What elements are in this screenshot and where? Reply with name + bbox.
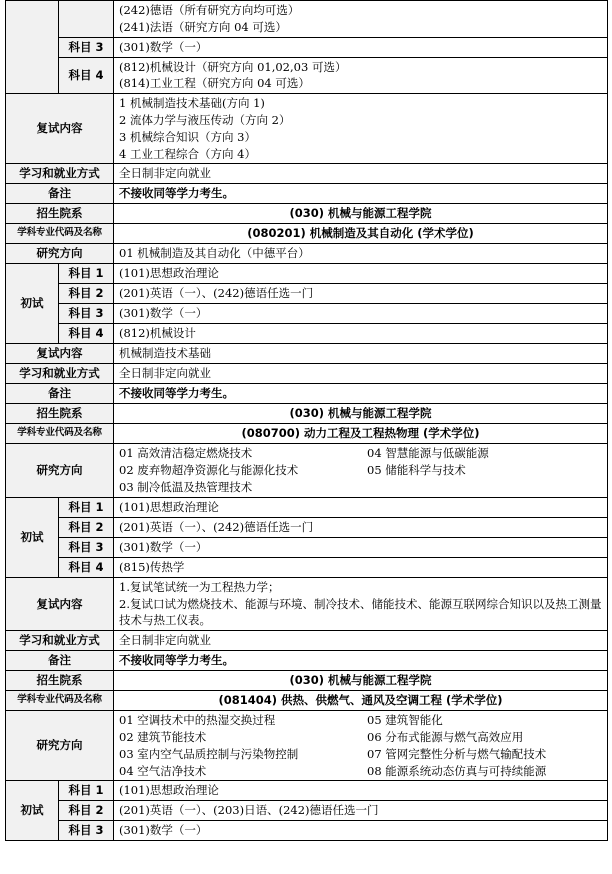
prev-note-value: 不接收同等学力考生。: [114, 184, 608, 204]
p1-direction-label: 研究方向: [6, 244, 114, 264]
p2-subject2-row: [6, 517, 608, 537]
p3-direction-item: 06 分布式能源与燃气高效应用: [367, 729, 524, 744]
prev-subject4-line: (812)机械设计（研究方向 01,02,03 可选）: [119, 59, 347, 74]
p2-subject3-row: [6, 537, 608, 557]
p3-direction-col-left: [119, 712, 367, 779]
p2-exam-label: 初试: [6, 497, 59, 577]
p3-direction-item: 01 空调技术中的热湿交换过程: [119, 713, 276, 728]
p2-direction-value: [114, 444, 608, 497]
prev-retest-label: 复试内容: [6, 94, 114, 164]
p2-school-value: (030) 机械与能源工程学院: [114, 404, 608, 424]
p3-school-label: 招生院系: [6, 671, 114, 691]
p3-subject-label: 科目 3: [59, 821, 114, 841]
p2-study-label: 学习和就业方式: [6, 631, 114, 651]
prev-subject2-value: [114, 1, 608, 38]
p3-exam-label: 初试: [6, 781, 59, 841]
p3-direction-label: 研究方向: [6, 711, 114, 781]
prev-retest-value: [114, 94, 608, 164]
prev-subject4-line: (814)工业工程（研究方向 04 可选）: [119, 76, 310, 91]
p1-subject-label: 科目 1: [59, 264, 114, 284]
p3-subject-label: 科目 2: [59, 801, 114, 821]
p1-note-label: 备注: [6, 384, 114, 404]
p2-subject-value: (101)思想政治理论: [114, 497, 608, 517]
p1-subject-label: 科目 4: [59, 324, 114, 344]
p3-major-label: 学科专业代码及名称: [6, 691, 114, 711]
p1-note-value: 不接收同等学力考生。: [114, 384, 608, 404]
p1-subject2-row: [6, 284, 608, 304]
p2-subject-value: (301)数学（一）: [114, 537, 608, 557]
p3-direction-item: 04 空气洁净技术: [119, 763, 207, 778]
p1-subject4-row: [6, 324, 608, 344]
p2-subject1-row: [6, 497, 608, 517]
p2-direction-col-left: [119, 445, 367, 495]
p2-major-value: (080700) 动力工程及工程热物理 (学术学位): [114, 424, 608, 444]
p1-retest-value: 机械制造技术基础: [114, 344, 608, 364]
p1-school-row: [6, 204, 608, 224]
p2-direction-label: 研究方向: [6, 444, 114, 497]
p2-note-row: [6, 651, 608, 671]
prev-note-label: 备注: [6, 184, 114, 204]
p2-major-label: 学科专业代码及名称: [6, 424, 114, 444]
p1-exam-label: 初试: [6, 264, 59, 344]
p3-subject1-row: [6, 781, 608, 801]
prev-subject3-label: 科目 3: [59, 37, 114, 57]
prev-retest-line: 3 机械综合知识（方向 3）: [119, 129, 256, 144]
prev-exam-label-cell: [6, 1, 59, 94]
p2-subject4-row: [6, 557, 608, 577]
p2-subject-value: (201)英语（一）、(242)德语任选一门: [114, 517, 608, 537]
p3-subject-label: 科目 1: [59, 781, 114, 801]
p3-subject2-row: [6, 801, 608, 821]
p2-direction-columns: [119, 445, 602, 495]
p1-major-value: (080201) 机械制造及其自动化 (学术学位): [114, 224, 608, 244]
p2-major-row: [6, 424, 608, 444]
p3-direction-item: 03 室内空气品质控制与污染物控制: [119, 746, 299, 761]
p2-subject-label: 科目 2: [59, 517, 114, 537]
p2-note-value: 不接收同等学力考生。: [114, 651, 608, 671]
prev-subject3-value: (301)数学（一）: [114, 37, 608, 57]
p2-direction-item: 03 制冷低温及热管理技术: [119, 479, 253, 494]
prev-study-value: 全日制非定向就业: [114, 164, 608, 184]
p3-direction-row: [6, 711, 608, 781]
p3-major-value: (081404) 供热、供燃气、通风及空调工程 (学术学位): [114, 691, 608, 711]
p2-direction-row: [6, 444, 608, 497]
p1-note-row: [6, 384, 608, 404]
p1-subject-label: 科目 2: [59, 284, 114, 304]
p1-retest-label: 复试内容: [6, 344, 114, 364]
p2-subject-label: 科目 3: [59, 537, 114, 557]
p2-study-row: [6, 631, 608, 651]
prev-study-row: [6, 164, 608, 184]
p3-subject3-row: [6, 821, 608, 841]
p1-subject-value: (301)数学（一）: [114, 304, 608, 324]
p2-direction-item: 04 智慧能源与低碳能源: [367, 446, 489, 461]
p3-direction-item: 02 建筑节能技术: [119, 729, 207, 744]
p3-subject-value: (101)思想政治理论: [114, 781, 608, 801]
p1-study-row: [6, 364, 608, 384]
p2-school-label: 招生院系: [6, 404, 114, 424]
admission-catalog-page: [5, 0, 607, 841]
p2-direction-item: 02 废弃物超净资源化与能源化技术: [119, 463, 299, 478]
p3-direction-item: 08 能源系统动态仿真与可持续能源: [367, 763, 547, 778]
admission-catalog-table: [5, 0, 608, 841]
p1-direction-row: [6, 244, 608, 264]
p3-subject-value: (201)英语（一）、(203)日语、(242)德语任选一门: [114, 801, 608, 821]
prev-retest-row: [6, 94, 608, 164]
p1-subject-label: 科目 3: [59, 304, 114, 324]
p2-subject-value: (815)传热学: [114, 557, 608, 577]
prev-subject2-row: [6, 1, 608, 38]
p2-note-label: 备注: [6, 651, 114, 671]
p1-study-value: 全日制非定向就业: [114, 364, 608, 384]
p2-retest-label: 复试内容: [6, 577, 114, 630]
p3-direction-columns: [119, 712, 602, 779]
prev-subject3-row: [6, 37, 608, 57]
p1-subject3-row: [6, 304, 608, 324]
p2-retest-row: [6, 577, 608, 630]
p1-study-label: 学习和就业方式: [6, 364, 114, 384]
p2-retest-line: 2.复试口试为燃烧技术、能源与环境、制冷技术、储能技术、能源互联网综合知识以及热工测量技术与热工仪表。: [119, 596, 602, 628]
p2-direction-col-right: [367, 445, 602, 495]
p2-direction-item: 05 储能科学与技术: [367, 463, 466, 478]
p3-direction-item: 05 建筑智能化: [367, 713, 443, 728]
prev-study-label: 学习和就业方式: [6, 164, 114, 184]
prev-retest-line: 4 工业工程综合（方向 4）: [119, 146, 256, 161]
p1-major-label: 学科专业代码及名称: [6, 224, 114, 244]
p1-retest-row: [6, 344, 608, 364]
prev-subject4-label: 科目 4: [59, 57, 114, 94]
prev-retest-line: 1 机械制造技术基础(方向 1): [119, 96, 265, 111]
prev-note-row: [6, 184, 608, 204]
p3-direction-item: 07 管网完整性分析与燃气输配技术: [367, 746, 547, 761]
prev-retest-line: 2 流体力学与液压传动（方向 2）: [119, 112, 291, 127]
p2-retest-value: [114, 577, 608, 630]
p2-school-row: [6, 404, 608, 424]
p3-subject-value: (301)数学（一）: [114, 821, 608, 841]
p2-subject-label: 科目 1: [59, 497, 114, 517]
p2-direction-item: 01 高效清洁稳定燃烧技术: [119, 446, 253, 461]
prev-subject2-line: (241)法语（研究方向 04 可选）: [119, 19, 287, 34]
p1-subject1-row: [6, 264, 608, 284]
p1-subject-value: (812)机械设计: [114, 324, 608, 344]
p1-direction-value: 01 机械制造及其自动化（中德平台）: [114, 244, 608, 264]
prev-subject4-value: [114, 57, 608, 94]
p1-school-value: (030) 机械与能源工程学院: [114, 204, 608, 224]
p1-major-row: [6, 224, 608, 244]
p2-subject-label: 科目 4: [59, 557, 114, 577]
prev-subject4-row: [6, 57, 608, 94]
p3-major-row: [6, 691, 608, 711]
prev-subject2-line: (242)德语（所有研究方向均可选）: [119, 3, 300, 17]
p1-subject-value: (201)英语（一）、(242)德语任选一门: [114, 284, 608, 304]
p3-direction-col-right: [367, 712, 602, 779]
p3-school-row: [6, 671, 608, 691]
p1-school-label: 招生院系: [6, 204, 114, 224]
prev-subject2-label: [59, 1, 114, 38]
p2-study-value: 全日制非定向就业: [114, 631, 608, 651]
p2-retest-line: 1.复试笔试统一为工程热力学；: [119, 579, 280, 594]
p1-subject-value: (101)思想政治理论: [114, 264, 608, 284]
p3-direction-value: [114, 711, 608, 781]
p3-school-value: (030) 机械与能源工程学院: [114, 671, 608, 691]
